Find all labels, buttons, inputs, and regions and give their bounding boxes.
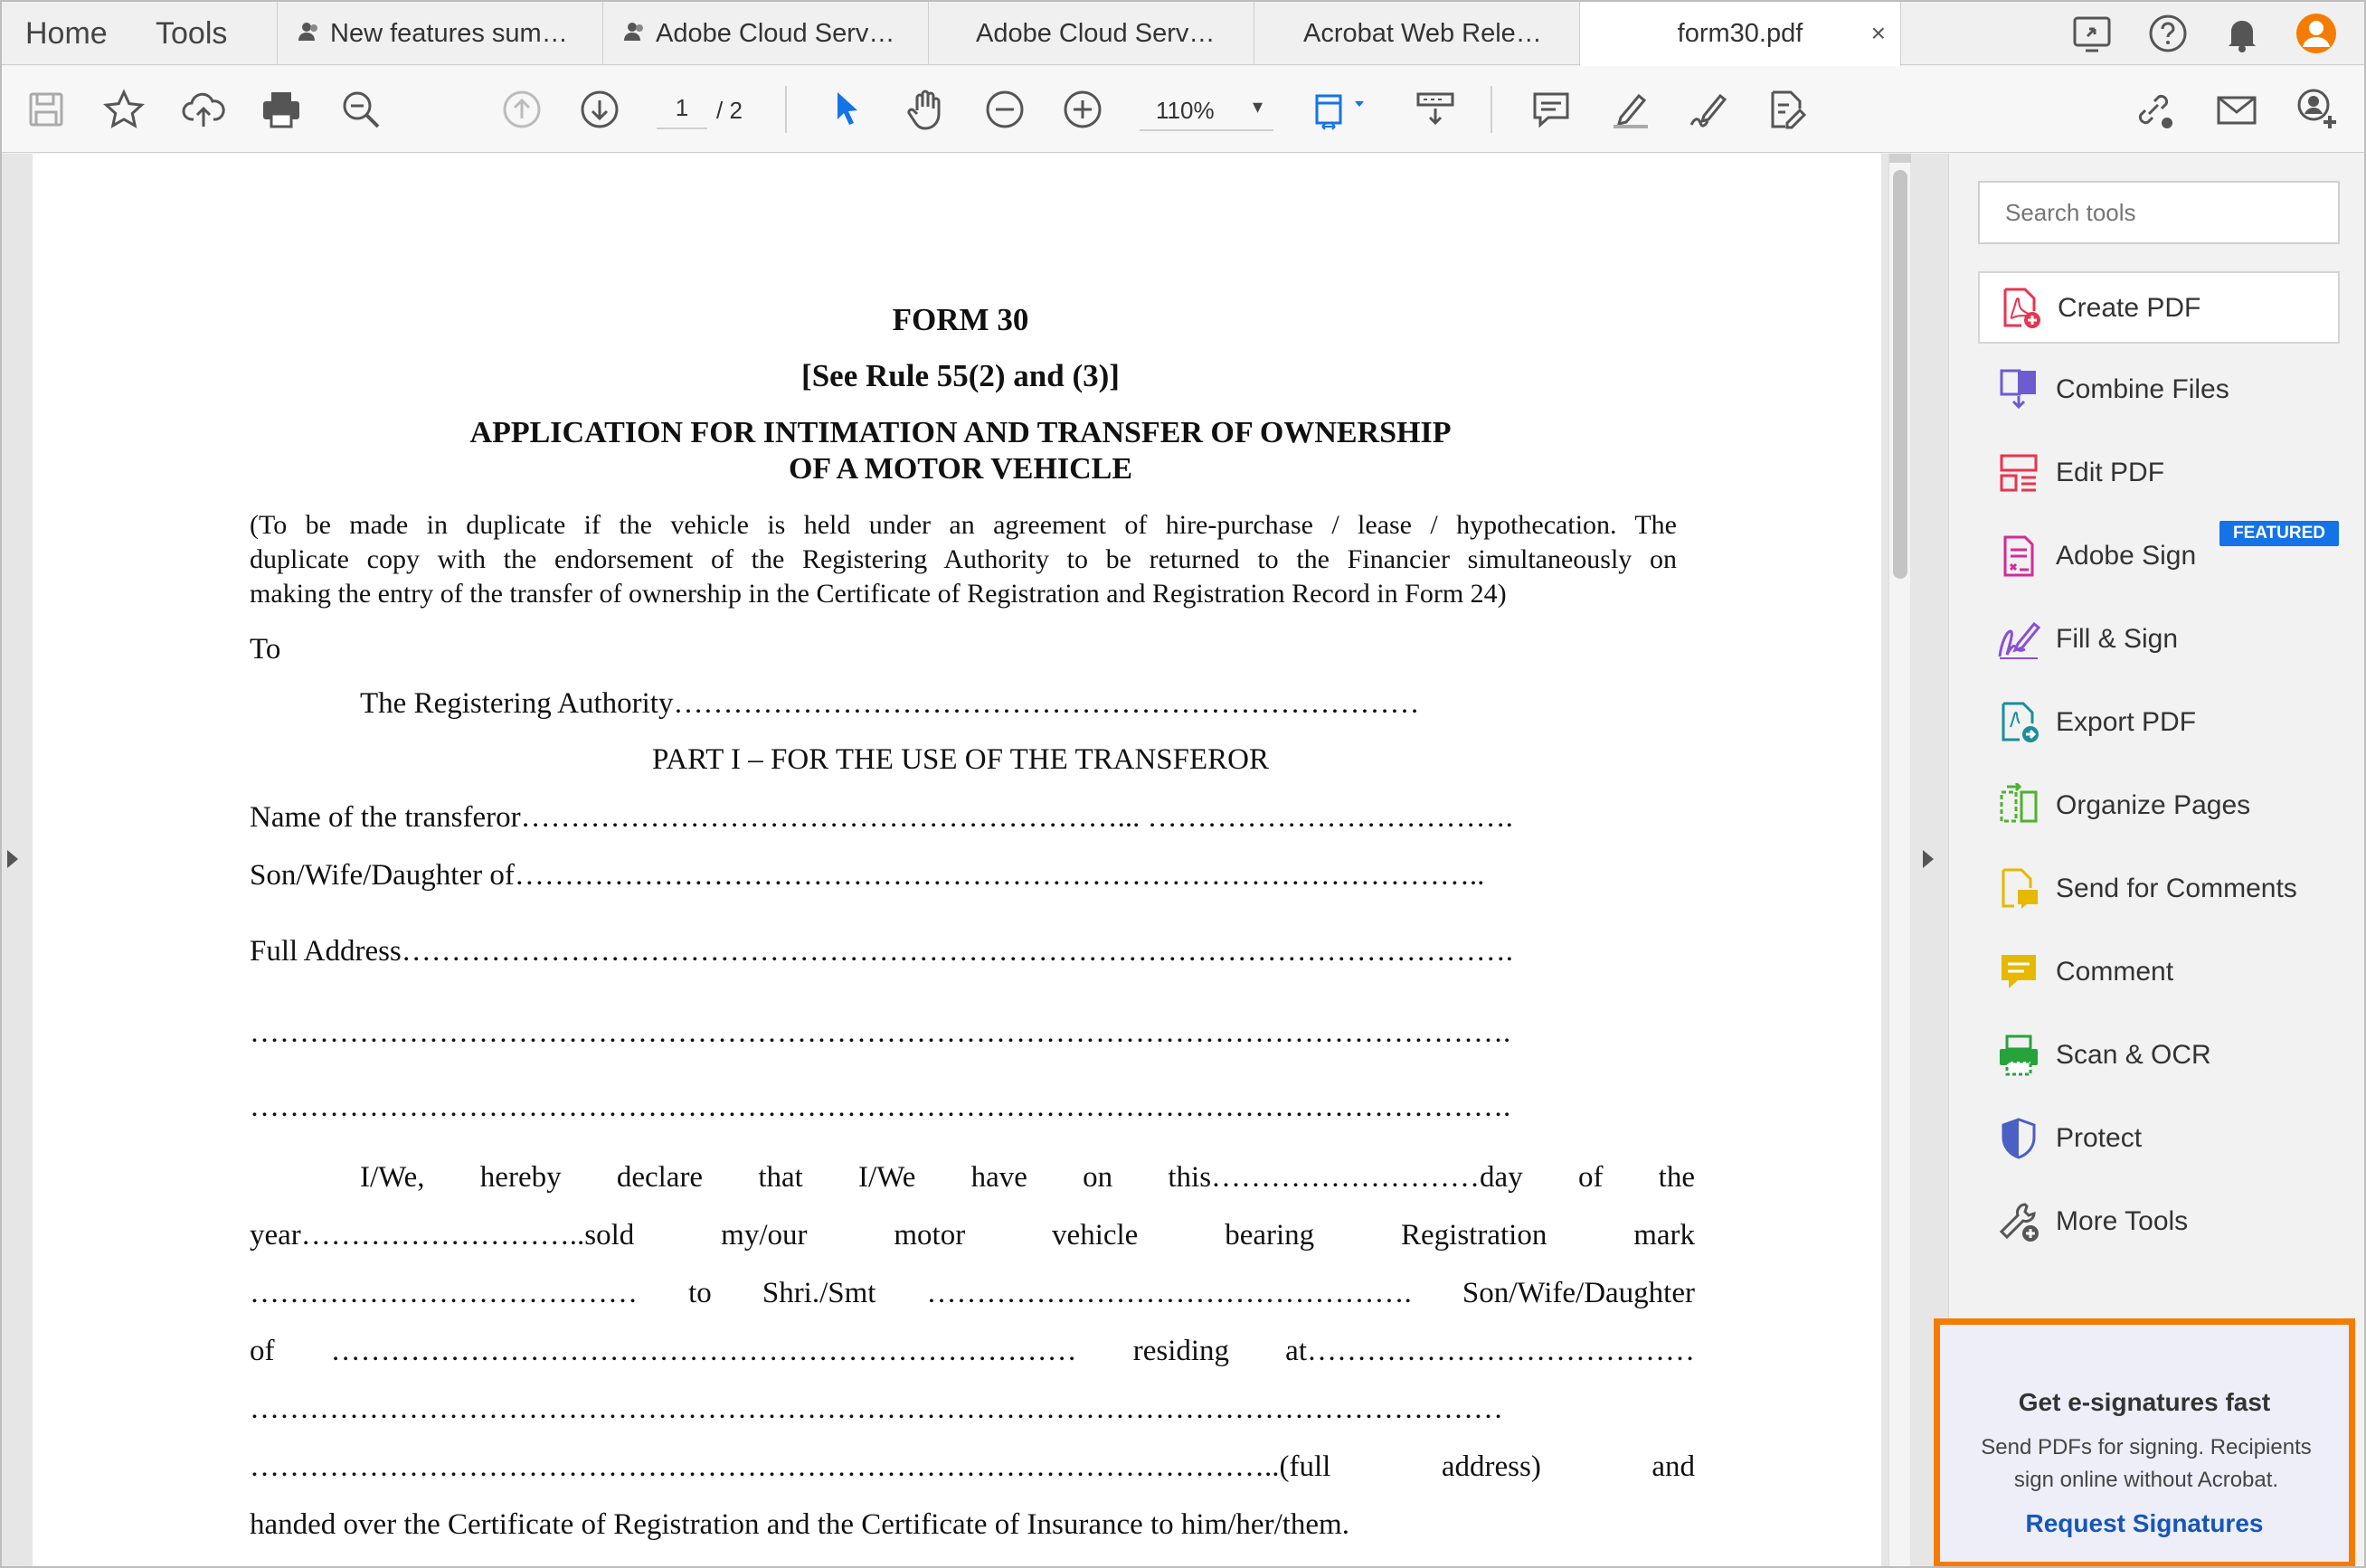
tool-label: Fill & Sign xyxy=(2056,624,2179,654)
create-pdf-icon xyxy=(1998,286,2043,331)
tool-label: Create PDF xyxy=(2058,293,2201,323)
combine-files-icon xyxy=(1996,367,2041,412)
right-panel-toggle-icon[interactable] xyxy=(1923,850,1934,868)
user-avatar-icon[interactable] xyxy=(2294,11,2339,56)
tab-label: Acrobat Web Rele… xyxy=(1303,19,1542,48)
shared-user-icon xyxy=(298,3,325,65)
hand-pan-icon[interactable] xyxy=(903,87,948,132)
toolbar xyxy=(2,66,2364,153)
export-pdf-icon xyxy=(1996,700,2041,745)
tab-label: Adobe Cloud Serv… xyxy=(976,19,1216,48)
organize-pages-icon xyxy=(1996,783,2041,828)
zoom-out-icon[interactable] xyxy=(982,87,1027,132)
transferee-line: ………………………………… to Shri./Smt …………………………………………. Son/Wife/Daughter xyxy=(250,1277,1695,1309)
adobe-sign-icon xyxy=(1996,534,2041,579)
save-icon[interactable] xyxy=(24,87,69,132)
email-envelope-icon[interactable] xyxy=(2214,87,2259,132)
toolbar-divider xyxy=(1491,86,1492,133)
esign-promo-panel xyxy=(1934,1318,2355,1568)
comment-note-icon[interactable] xyxy=(1528,87,1574,132)
draw-signature-icon[interactable] xyxy=(1686,87,1731,132)
scan-ocr-icon xyxy=(1996,1033,2041,1078)
tab-new-features[interactable] xyxy=(277,2,602,65)
year-line: year………………………..sold my/our motor vehicle bearing Registration mark xyxy=(250,1219,1695,1252)
residing-line: of ………………………………………………………………… residing at………………………………… xyxy=(250,1335,1695,1367)
tab-adobe-cloud-2[interactable] xyxy=(928,2,1254,65)
address-blank-line: ………………………………………………………………………………………………………………. xyxy=(250,1016,1511,1049)
form-note-line-3: making the entry of the transfer of ownership in the Certificate of Registration and Registration Record in Form 24) xyxy=(250,579,1507,609)
protect-icon xyxy=(1996,1116,2041,1161)
more-tools-icon xyxy=(1996,1199,2041,1244)
next-page-icon[interactable] xyxy=(577,87,622,132)
tool-label: Send for Comments xyxy=(2056,874,2297,903)
declaration-line: I/We, hereby declare that I/We have on this………………………day of the xyxy=(360,1161,1695,1194)
tool-label: Adobe Sign xyxy=(2056,541,2197,571)
zoom-in-icon[interactable] xyxy=(1060,87,1105,132)
tool-organize-pages[interactable] xyxy=(1978,770,2340,843)
search-tools-input[interactable] xyxy=(1978,181,2340,244)
tool-label: Combine Files xyxy=(2056,374,2229,404)
promo-body: Send PDFs for signing. Recipients sign online without Acrobat. xyxy=(1981,1435,2312,1492)
zoom-search-icon[interactable] xyxy=(338,87,383,132)
pdf-page xyxy=(33,154,1881,1568)
scroll-up-arrow[interactable] xyxy=(1889,154,1911,163)
request-signatures-link[interactable]: Request Signatures xyxy=(2025,1509,2264,1537)
featured-badge: FEATURED xyxy=(2219,521,2339,546)
form-rule: [See Rule 55(2) and (3)] xyxy=(801,358,1120,393)
tool-export-pdf[interactable] xyxy=(1978,687,2340,760)
document-viewer xyxy=(2,154,1948,1568)
tool-combine-files[interactable] xyxy=(1978,354,2340,427)
transferor-name-field: Name of the transferor……………………………………………………... ………………………………. xyxy=(250,801,1513,834)
bookmark-star-icon[interactable] xyxy=(101,87,147,132)
tool-fill-sign[interactable] xyxy=(1978,604,2340,676)
tools-nav[interactable]: Tools xyxy=(156,16,228,51)
home-nav[interactable]: Home xyxy=(25,16,108,51)
tool-label: More Tools xyxy=(2056,1206,2189,1236)
to-label: To xyxy=(250,633,281,666)
print-icon[interactable] xyxy=(259,87,304,132)
fill-sign-icon xyxy=(1996,617,2041,662)
form-note-line-2: duplicate copy with the endorsement of the Registering Authority to be returned to the Financier simultaneously on xyxy=(250,544,1677,574)
chevron-down-icon: ▾ xyxy=(1252,95,1263,118)
shared-user-icon xyxy=(623,3,650,65)
add-user-share-icon[interactable] xyxy=(2294,87,2339,132)
send-for-comments-icon xyxy=(1996,866,2041,912)
left-panel-toggle-icon[interactable] xyxy=(7,850,18,868)
toolbar-divider xyxy=(785,86,787,133)
share-link-icon[interactable] xyxy=(2131,87,2176,132)
notifications-bell-icon[interactable] xyxy=(2219,11,2265,56)
tool-edit-pdf[interactable] xyxy=(1978,438,2340,510)
zoom-value: 110% xyxy=(1156,97,1215,124)
scroll-mode-icon[interactable] xyxy=(1413,87,1458,132)
promo-title: Get e-signatures fast xyxy=(2018,1388,2271,1416)
tab-adobe-cloud-1[interactable] xyxy=(602,2,928,65)
select-pointer-icon[interactable] xyxy=(825,87,870,132)
blank-line: ……………………………………………………………………………………………………………… xyxy=(250,1393,1503,1425)
tool-label: Edit PDF xyxy=(2056,458,2165,487)
comment-icon xyxy=(1996,949,2041,995)
mobile-link-icon[interactable] xyxy=(2069,11,2115,56)
tab-label: New features sum… xyxy=(330,19,568,48)
page-number-input[interactable] xyxy=(657,88,707,129)
address-field: Full Address…………………………………………………………………………………………………. xyxy=(250,935,1514,968)
tool-send-for-comments[interactable] xyxy=(1978,854,2340,926)
help-icon[interactable] xyxy=(2145,11,2191,56)
page-total: / 2 xyxy=(716,97,743,124)
highlight-pen-icon[interactable] xyxy=(1608,87,1653,132)
cloud-upload-icon[interactable] xyxy=(181,87,226,132)
tool-comment[interactable] xyxy=(1978,937,2340,1009)
tab-bar xyxy=(2,2,2364,65)
tab-acrobat-web[interactable] xyxy=(1254,2,1579,65)
tool-label: Scan & OCR xyxy=(2056,1040,2211,1070)
relation-field: Son/Wife/Daughter of…………………………………………………………………………………….. xyxy=(250,859,1485,892)
vertical-scrollbar[interactable] xyxy=(1888,154,1910,1568)
tool-scan-ocr[interactable] xyxy=(1978,1020,2340,1092)
handover-line: handed over the Certificate of Registration and the Certificate of Insurance to him/her/them. xyxy=(250,1508,1349,1541)
tool-create-pdf[interactable] xyxy=(1978,271,2340,344)
full-address-line: …………………………………………………………………………………………..(full address) and xyxy=(250,1450,1695,1483)
tool-more-tools[interactable] xyxy=(1978,1186,2340,1259)
previous-page-icon[interactable] xyxy=(499,87,544,132)
close-tab-icon[interactable]: × xyxy=(1870,19,1886,47)
address-blank-line: ………………………………………………………………………………………………………………. xyxy=(250,1091,1511,1123)
part-heading: PART I – FOR THE USE OF THE TRANSFEROR xyxy=(651,743,1269,776)
authority-line: The Registering Authority………………………………………………………………… xyxy=(360,687,1420,720)
edit-pdf-icon xyxy=(1996,450,2041,496)
form-note-line-1: (To be made in duplicate if the vehicle is held under an agreement of hire-purchase / lease / hypothecation. The xyxy=(250,510,1677,540)
tool-protect[interactable] xyxy=(1978,1103,2340,1176)
form-heading-line-1: APPLICATION FOR INTIMATION AND TRANSFER OF OWNERSHIP xyxy=(469,416,1452,449)
fit-page-icon[interactable] xyxy=(1311,87,1375,132)
zoom-level-dropdown[interactable] xyxy=(1140,86,1273,131)
edit-document-icon[interactable] xyxy=(1764,87,1809,132)
scrollbar-thumb[interactable] xyxy=(1893,170,1907,579)
tool-label: Comment xyxy=(2056,957,2174,987)
tool-label: Protect xyxy=(2056,1123,2143,1153)
tool-label: Organize Pages xyxy=(2056,790,2251,820)
tool-label: Export PDF xyxy=(2056,707,2197,737)
tab-label: Adobe Cloud Serv… xyxy=(656,19,895,48)
tab-label: form30.pdf xyxy=(1677,19,1803,48)
form-title: FORM 30 xyxy=(892,302,1029,337)
tab-form30[interactable] xyxy=(1579,2,1901,66)
form-heading-line-2: OF A MOTOR VEHICLE xyxy=(788,452,1133,486)
